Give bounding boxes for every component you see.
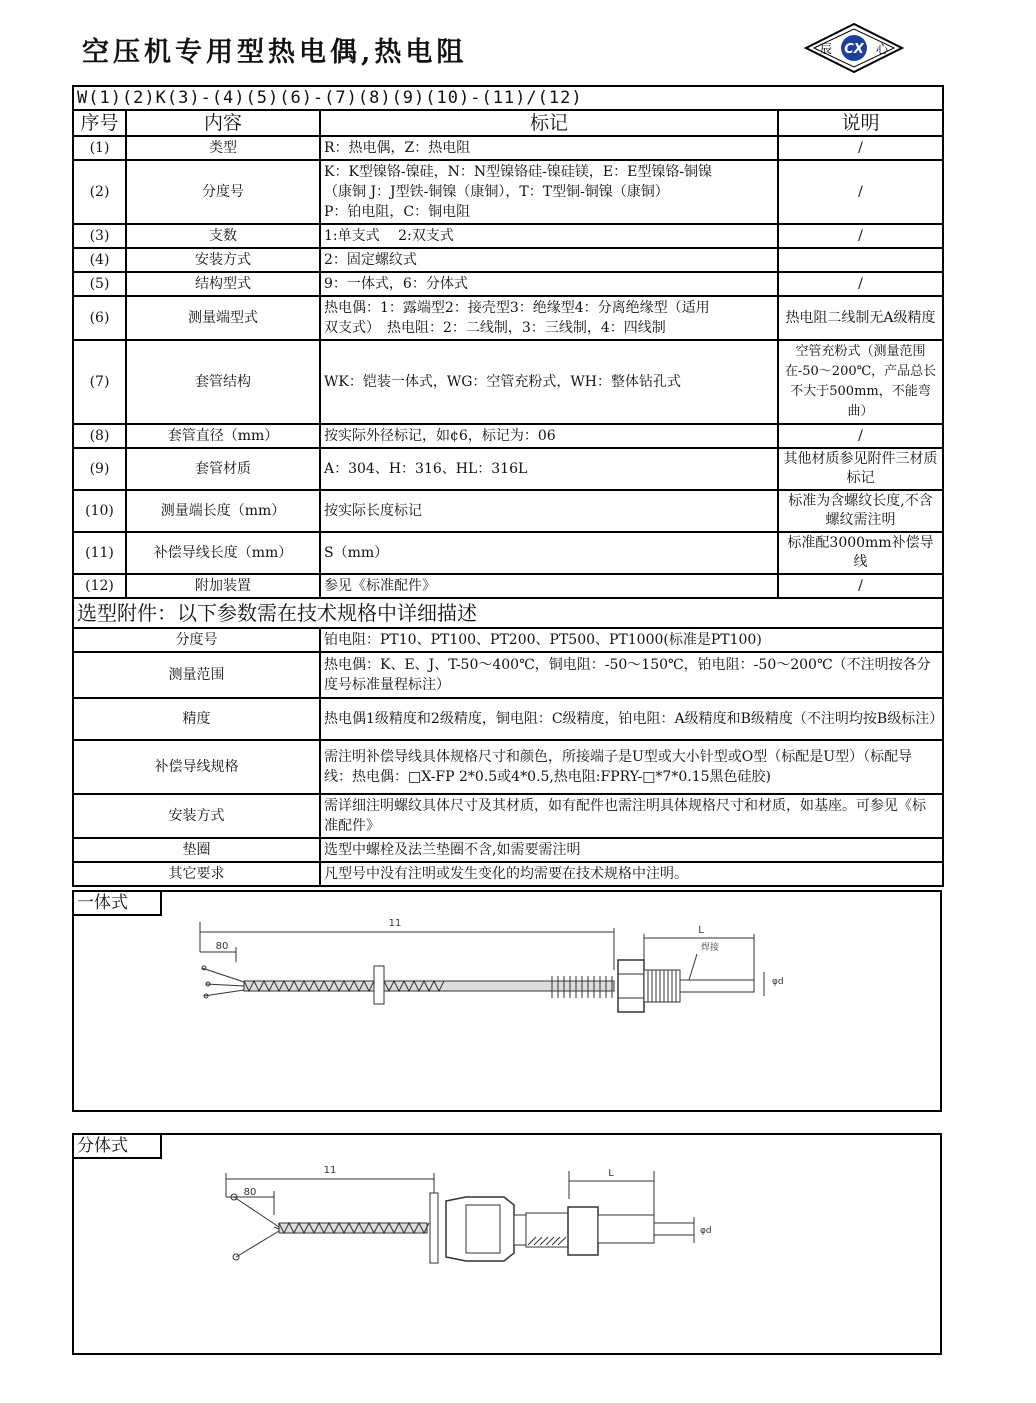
row-no: (8) — [73, 424, 126, 448]
dim-l-label: L — [698, 925, 704, 936]
accessory-text: 需详细注明螺纹具体尺寸及其材质，如有配件也需注明具体规格尺寸和材质，如基座。可参见《标准配件》 — [320, 794, 943, 838]
row-no: (5) — [73, 272, 126, 296]
row-no: (7) — [73, 340, 126, 424]
dim-l-label: L — [608, 1168, 614, 1179]
table-row — [73, 532, 943, 574]
row-content: 支数 — [126, 224, 320, 248]
accessory-text: 凡型号中没有注明或发生变化的均需要在技术规格中注明。 — [320, 862, 943, 886]
mark-line: 热电偶：1：露端型2：接壳型3：绝缘型4：分离绝缘型（适用 — [324, 300, 710, 316]
row-note: / — [778, 160, 943, 224]
row-mark — [320, 296, 778, 340]
selection-table — [72, 85, 944, 887]
row-content: 测量端型式 — [126, 296, 320, 340]
row-mark — [320, 160, 778, 224]
dim-lead-label: 80 — [243, 1187, 257, 1198]
row-content: 类型 — [126, 136, 320, 160]
accessory-row — [73, 838, 943, 862]
row-mark: R：热电偶，Z：热电阻 — [320, 136, 778, 160]
table-row — [73, 136, 943, 160]
accessory-label: 补偿导线规格 — [73, 740, 320, 794]
row-mark: 1:单支式 2:双支式 — [320, 224, 778, 248]
row-note: / — [778, 272, 943, 296]
model-code: W(1)(2)K(3)-(4)(5)(6)-(7)(8)(9)(10)-(11)/(12) — [73, 86, 943, 110]
split-drawing — [74, 1135, 940, 1353]
row-no: (9) — [73, 448, 126, 490]
accessory-text: 需注明补偿导线具体规格尺寸和颜色，所接端子是U型或大小针型或O型（标配是U型）（标配导线：热电偶：□X-FP 2*0.5或4*0.5,热电阻:FPRY-□*7*0.15黑色硅胶) — [320, 740, 943, 794]
table-row — [73, 574, 943, 598]
table-row — [73, 248, 943, 272]
table-row — [73, 224, 943, 248]
row-no: (1) — [73, 136, 126, 160]
header-mark: 标记 — [320, 110, 778, 136]
row-mark: 按实际长度标记 — [320, 490, 778, 532]
row-content: 套管结构 — [126, 340, 320, 424]
row-content: 测量端长度（mm） — [126, 490, 320, 532]
row-note: / — [778, 136, 943, 160]
dim-total-label: 11 — [323, 1165, 337, 1176]
integral-drawing-panel — [72, 890, 942, 1112]
accessory-label: 其它要求 — [73, 862, 320, 886]
table-row — [73, 490, 943, 532]
row-mark: 2：固定螺纹式 — [320, 248, 778, 272]
row-note: 其他材质参见附件三材质标记 — [778, 448, 943, 490]
row-mark: S（mm） — [320, 532, 778, 574]
row-note: / — [778, 424, 943, 448]
row-content: 补偿导线长度（mm） — [126, 532, 320, 574]
accessory-row — [73, 698, 943, 740]
split-drawing-label: 分体式 — [74, 1135, 162, 1159]
row-content: 安装方式 — [126, 248, 320, 272]
row-note: 空管充粉式（测量范围在-50～200℃，产品总长不大于500mm，不能弯曲） — [778, 340, 943, 424]
accessory-text: 铂电阻：PT10、PT100、PT200、PT500、PT1000(标准是PT100) — [320, 628, 943, 652]
row-mark: 按实际外径标记，如¢6，标记为：06 — [320, 424, 778, 448]
row-no: (11) — [73, 532, 126, 574]
row-mark: 参见《标准配件》 — [320, 574, 778, 598]
row-content: 结构型式 — [126, 272, 320, 296]
accessory-label: 测量范围 — [73, 652, 320, 698]
mark-line: K：K型镍铬-镍硅，N：N型镍铬硅-镍硅镁，E：E型镍铬-铜镍 — [324, 164, 713, 180]
row-content: 套管材质 — [126, 448, 320, 490]
table-row — [73, 296, 943, 340]
row-mark: A：304、H：316、HL：316L — [320, 448, 778, 490]
header-content: 内容 — [126, 110, 320, 136]
row-no: (12) — [73, 574, 126, 598]
accessory-row — [73, 794, 943, 838]
dia-label: φd — [772, 977, 784, 987]
dia-label: φd — [700, 1226, 712, 1236]
header-no: 序号 — [73, 110, 126, 136]
header-note: 说明 — [778, 110, 943, 136]
accessory-text: 选型中螺栓及法兰垫圈不含,如需要需注明 — [320, 838, 943, 862]
row-note: 标准配3000mm补偿导线 — [778, 532, 943, 574]
row-content: 分度号 — [126, 160, 320, 224]
split-drawing-panel — [72, 1133, 942, 1355]
table-row — [73, 160, 943, 224]
svg-text:心: 心 — [875, 42, 889, 56]
svg-text:辰: 辰 — [819, 42, 833, 56]
accessory-text: 热电偶1级精度和2级精度，铜电阻：C级精度，铂电阻：A级精度和B级精度（不注明均按B级标注） — [320, 698, 943, 740]
row-no: (4) — [73, 248, 126, 272]
row-mark: WK：铠装一体式，WG：空管充粉式，WH：整体钻孔式 — [320, 340, 778, 424]
table-row — [73, 340, 943, 424]
row-note: 热电阻二线制无A级精度 — [778, 296, 943, 340]
mark-line: P：铂电阻，C：铜电阻 — [324, 204, 471, 220]
accessory-label: 分度号 — [73, 628, 320, 652]
accessory-row — [73, 862, 943, 886]
row-content: 套管直径（mm） — [126, 424, 320, 448]
company-logo — [804, 22, 904, 74]
accessory-row — [73, 652, 943, 698]
row-note: 标准为含螺纹长度,不含螺纹需注明 — [778, 490, 943, 532]
row-note — [778, 248, 943, 272]
row-mark: 9：一体式，6：分体式 — [320, 272, 778, 296]
row-no: (2) — [73, 160, 126, 224]
row-note: / — [778, 224, 943, 248]
accessory-row — [73, 628, 943, 652]
table-row — [73, 424, 943, 448]
row-note: / — [778, 574, 943, 598]
svg-text:CX: CX — [844, 42, 864, 57]
mark-line: 双支式） 热电阻：2：二线制，3：三线制，4：四线制 — [324, 320, 666, 336]
accessory-row — [73, 740, 943, 794]
table-row — [73, 448, 943, 490]
page-title: 空压机专用型热电偶,热电阻 — [82, 37, 468, 68]
row-no: (10) — [73, 490, 126, 532]
integral-drawing — [74, 892, 940, 1110]
accessory-text: 热电偶：K、E、J、T-50～400℃，铜电阻：-50～150℃，铂电阻：-50～200℃（不注明按各分度号标准量程标注） — [320, 652, 943, 698]
row-content: 附加装置 — [126, 574, 320, 598]
row-no: (6) — [73, 296, 126, 340]
accessory-label: 垫圈 — [73, 838, 320, 862]
integral-drawing-label: 一体式 — [74, 892, 162, 916]
weld-label: 焊接 — [700, 943, 720, 953]
table-row — [73, 272, 943, 296]
accessory-label: 安装方式 — [73, 794, 320, 838]
row-no: (3) — [73, 224, 126, 248]
dim-total-label: 11 — [388, 918, 402, 929]
accessory-label: 精度 — [73, 698, 320, 740]
dim-lead-label: 80 — [215, 941, 229, 952]
mark-line: （康铜 J：J型铁-铜镍（康铜），T：T型铜-铜镍（康铜） — [324, 184, 669, 200]
accessory-title: 选型附件：以下参数需在技术规格中详细描述 — [73, 598, 943, 628]
